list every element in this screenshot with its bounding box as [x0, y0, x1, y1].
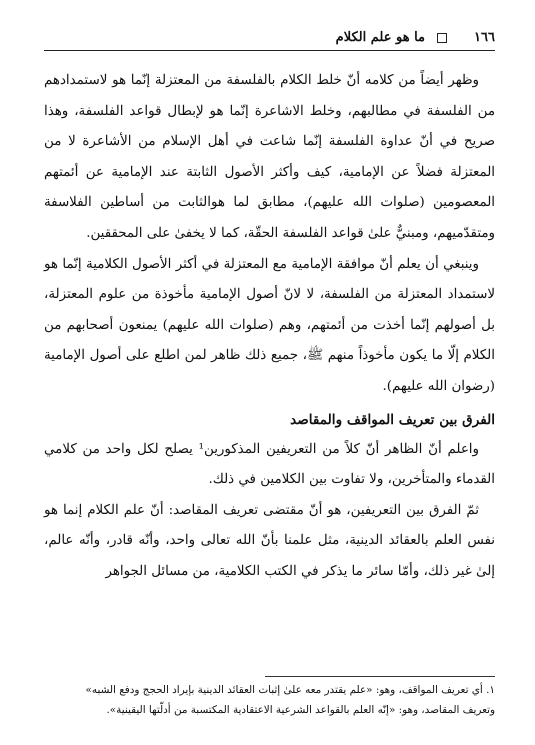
main-text — [44, 66, 495, 588]
footnote-divider — [265, 676, 495, 677]
footnote-line-1: ١. أي تعريف المواقف، وهو: «علم يقتدر معه علىٰ إثبات العقائد الدينية بإيراد الحجج ودفع الشبه» — [85, 684, 495, 696]
paragraph-2: وينبغي أن يعلم أنّ موافقة الإمامية مع المعتزلة في أكثر الأصول الكلامية إنّما هو لاستمداد المعتزلة من الفلسفة، لا لانّ أصول الإمامية مأخوذة من علوم المعتزلة، بل أصولهم إنّما أخذت من أئمتهم، وهم (صلوات الله عليهم) يمنعون أصحابهم من الكلام إلّا ما يكون مأخوذاً منهم ﷺ، جميع ذلك ظاهر لمن اطلع على أصول الإمامية (رضوان الله عليهم). — [44, 256, 495, 394]
footnote-line-2: وتعريف المقاصد، وهو: «إنّه العلم بالقواعد الشرعية الاعتقادية المكتسبة من أدلّتها اليقينية». — [106, 704, 495, 716]
paragraph-1: وظهر أيضاً من كلامه أنّ خلط الكلام بالفلسفة من المعتزلة إنّما هو لاستمدادهم من الفلسفة في مطالبهم، وخلط الاشاعرة إنّما هو لإبطال قواعد الفلسفة، وهذا صريح في أنّ عداوة الفلسفة إنّما شاعت في أهل الإسلام من الأشاعرة لا من المعتزلة فضلاً عن الإمامية، كيف وأكثر الأصول الثابتة عند الإمامية عن أئمتهم المعصومين (صلوات الله عليهم)، مطابق لما هوالثابت من أساطين الفلاسفة ومتقدّميهم، ومبنيٌّ علىٰ قواعد الفلسفة الحقّة، كما لا يخفىٰ على المحققين. — [44, 73, 495, 241]
section-heading: الفرق بين تعريف المواقف والمقاصد — [290, 411, 495, 428]
paragraph-4: ثمّ الفرق بين التعريفين، هو أنّ مقتضى تعريف المقاصد: أنّ علم الكلام إنما هو نفس العلم بالعقائد الدينية، مثل علمنا بأنّ الله تعالى واحد، وأنّه قادر، وأنّه عالم، إلىٰ غير ذلك، وأمّا سائر ما يذكر في الكتب الكلامية، من مسائل الجواهر — [44, 502, 495, 579]
page-number: ١٦٦ — [474, 30, 495, 45]
footnotes — [44, 680, 495, 720]
paragraph-3: واعلم أنّ الظاهر أنّ كلاً من التعريفين المذكورين¹ يصلح لكل واحد من كلامي القدماء والمتأخرين، ولا تفاوت بين الكلامين في ذلك. — [44, 441, 495, 488]
square-bullet-icon — [437, 33, 447, 43]
running-header — [44, 26, 495, 51]
running-title: ما هو علم الكلام — [335, 30, 425, 45]
